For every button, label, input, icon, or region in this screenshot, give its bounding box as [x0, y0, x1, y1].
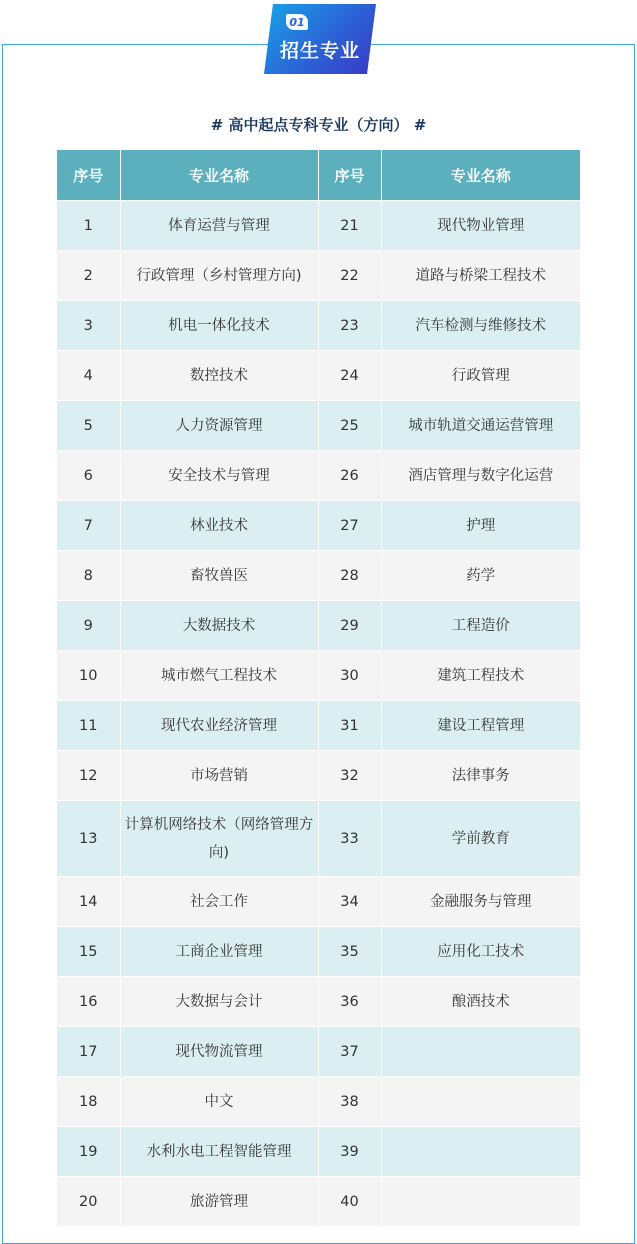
major-name-cell: 城市燃气工程技术: [120, 651, 318, 701]
table-row: [57, 1077, 580, 1127]
index-cell: 31: [318, 701, 381, 751]
index-cell: 5: [57, 401, 120, 451]
major-name-cell: 汽车检测与维修技术: [381, 301, 580, 351]
table-row: [57, 927, 580, 977]
table-row: [57, 751, 580, 801]
header-major-1: 专业名称: [120, 150, 318, 201]
table-row: [57, 651, 580, 701]
major-name-cell: 体育运营与管理: [120, 201, 318, 251]
index-cell: 21: [318, 201, 381, 251]
index-cell: 16: [57, 977, 120, 1027]
table-row: [57, 801, 580, 877]
table-row: [57, 501, 580, 551]
index-cell: 17: [57, 1027, 120, 1077]
table-row: [57, 451, 580, 501]
index-cell: 39: [318, 1127, 381, 1177]
badge-number: 01: [286, 14, 308, 30]
index-cell: 25: [318, 401, 381, 451]
section-title: # 高中起点专科专业（方向） #: [210, 116, 427, 134]
major-name-cell: 计算机网络技术（网络管理方向): [120, 801, 318, 877]
index-cell: 11: [57, 701, 120, 751]
index-cell: 14: [57, 877, 120, 927]
major-name-cell: 工程造价: [381, 601, 580, 651]
table-header-row: [57, 150, 580, 201]
index-cell: 33: [318, 801, 381, 877]
index-cell: 6: [57, 451, 120, 501]
header-index-2: 序号: [318, 150, 381, 201]
major-name-cell: 林业技术: [120, 501, 318, 551]
major-name-cell: 行政管理（乡村管理方向): [120, 251, 318, 301]
table-row: [57, 1027, 580, 1077]
major-name-cell: 学前教育: [381, 801, 580, 877]
index-cell: 36: [318, 977, 381, 1027]
index-cell: 15: [57, 927, 120, 977]
index-cell: 9: [57, 601, 120, 651]
index-cell: 28: [318, 551, 381, 601]
table-row: [57, 301, 580, 351]
badge-title: 招生专业: [279, 40, 360, 62]
major-name-cell: [381, 1077, 580, 1127]
major-name-cell: 行政管理: [381, 351, 580, 401]
majors-table: [57, 150, 580, 1226]
major-name-cell: 酿酒技术: [381, 977, 580, 1027]
table-row: [57, 201, 580, 251]
major-name-cell: 大数据与会计: [120, 977, 318, 1027]
index-cell: 30: [318, 651, 381, 701]
index-cell: 22: [318, 251, 381, 301]
table-row: [57, 977, 580, 1027]
table-row: [57, 1177, 580, 1227]
index-cell: 20: [57, 1177, 120, 1227]
major-name-cell: 药学: [381, 551, 580, 601]
index-cell: 26: [318, 451, 381, 501]
index-cell: 2: [57, 251, 120, 301]
major-name-cell: 现代农业经济管理: [120, 701, 318, 751]
major-name-cell: 应用化工技术: [381, 927, 580, 977]
major-name-cell: 数控技术: [120, 351, 318, 401]
major-name-cell: 酒店管理与数字化运营: [381, 451, 580, 501]
table-row: [57, 701, 580, 751]
index-cell: 40: [318, 1177, 381, 1227]
major-name-cell: 市场营销: [120, 751, 318, 801]
major-name-cell: 大数据技术: [120, 601, 318, 651]
major-name-cell: 护理: [381, 501, 580, 551]
major-name-cell: 道路与桥梁工程技术: [381, 251, 580, 301]
index-cell: 35: [318, 927, 381, 977]
index-cell: 3: [57, 301, 120, 351]
index-cell: 8: [57, 551, 120, 601]
major-name-cell: 社会工作: [120, 877, 318, 927]
table-row: [57, 251, 580, 301]
table-body: [57, 201, 580, 1227]
table-row: [57, 551, 580, 601]
major-name-cell: 水利水电工程智能管理: [120, 1127, 318, 1177]
major-name-cell: 工商企业管理: [120, 927, 318, 977]
header-index-1: 序号: [57, 150, 120, 201]
index-cell: 29: [318, 601, 381, 651]
major-name-cell: 金融服务与管理: [381, 877, 580, 927]
table-row: [57, 401, 580, 451]
major-name-cell: 法律事务: [381, 751, 580, 801]
major-name-cell: 旅游管理: [120, 1177, 318, 1227]
index-cell: 7: [57, 501, 120, 551]
index-cell: 1: [57, 201, 120, 251]
major-name-cell: 畜牧兽医: [120, 551, 318, 601]
major-name-cell: 现代物业管理: [381, 201, 580, 251]
major-name-cell: 建设工程管理: [381, 701, 580, 751]
major-name-cell: 人力资源管理: [120, 401, 318, 451]
index-cell: 27: [318, 501, 381, 551]
major-name-cell: [381, 1177, 580, 1227]
index-cell: 12: [57, 751, 120, 801]
index-cell: 4: [57, 351, 120, 401]
major-name-cell: 中文: [120, 1077, 318, 1127]
index-cell: 19: [57, 1127, 120, 1177]
major-name-cell: 机电一体化技术: [120, 301, 318, 351]
index-cell: 32: [318, 751, 381, 801]
index-cell: 18: [57, 1077, 120, 1127]
major-name-cell: 现代物流管理: [120, 1027, 318, 1077]
major-name-cell: [381, 1127, 580, 1177]
major-name-cell: 建筑工程技术: [381, 651, 580, 701]
major-name-cell: 安全技术与管理: [120, 451, 318, 501]
index-cell: 24: [318, 351, 381, 401]
index-cell: 34: [318, 877, 381, 927]
index-cell: 23: [318, 301, 381, 351]
table-row: [57, 351, 580, 401]
index-cell: 10: [57, 651, 120, 701]
index-cell: 13: [57, 801, 120, 877]
table-row: [57, 877, 580, 927]
header-major-2: 专业名称: [381, 150, 580, 201]
table-row: [57, 601, 580, 651]
table-row: [57, 1127, 580, 1177]
index-cell: 37: [318, 1027, 381, 1077]
major-name-cell: 城市轨道交通运营管理: [381, 401, 580, 451]
major-name-cell: [381, 1027, 580, 1077]
index-cell: 38: [318, 1077, 381, 1127]
